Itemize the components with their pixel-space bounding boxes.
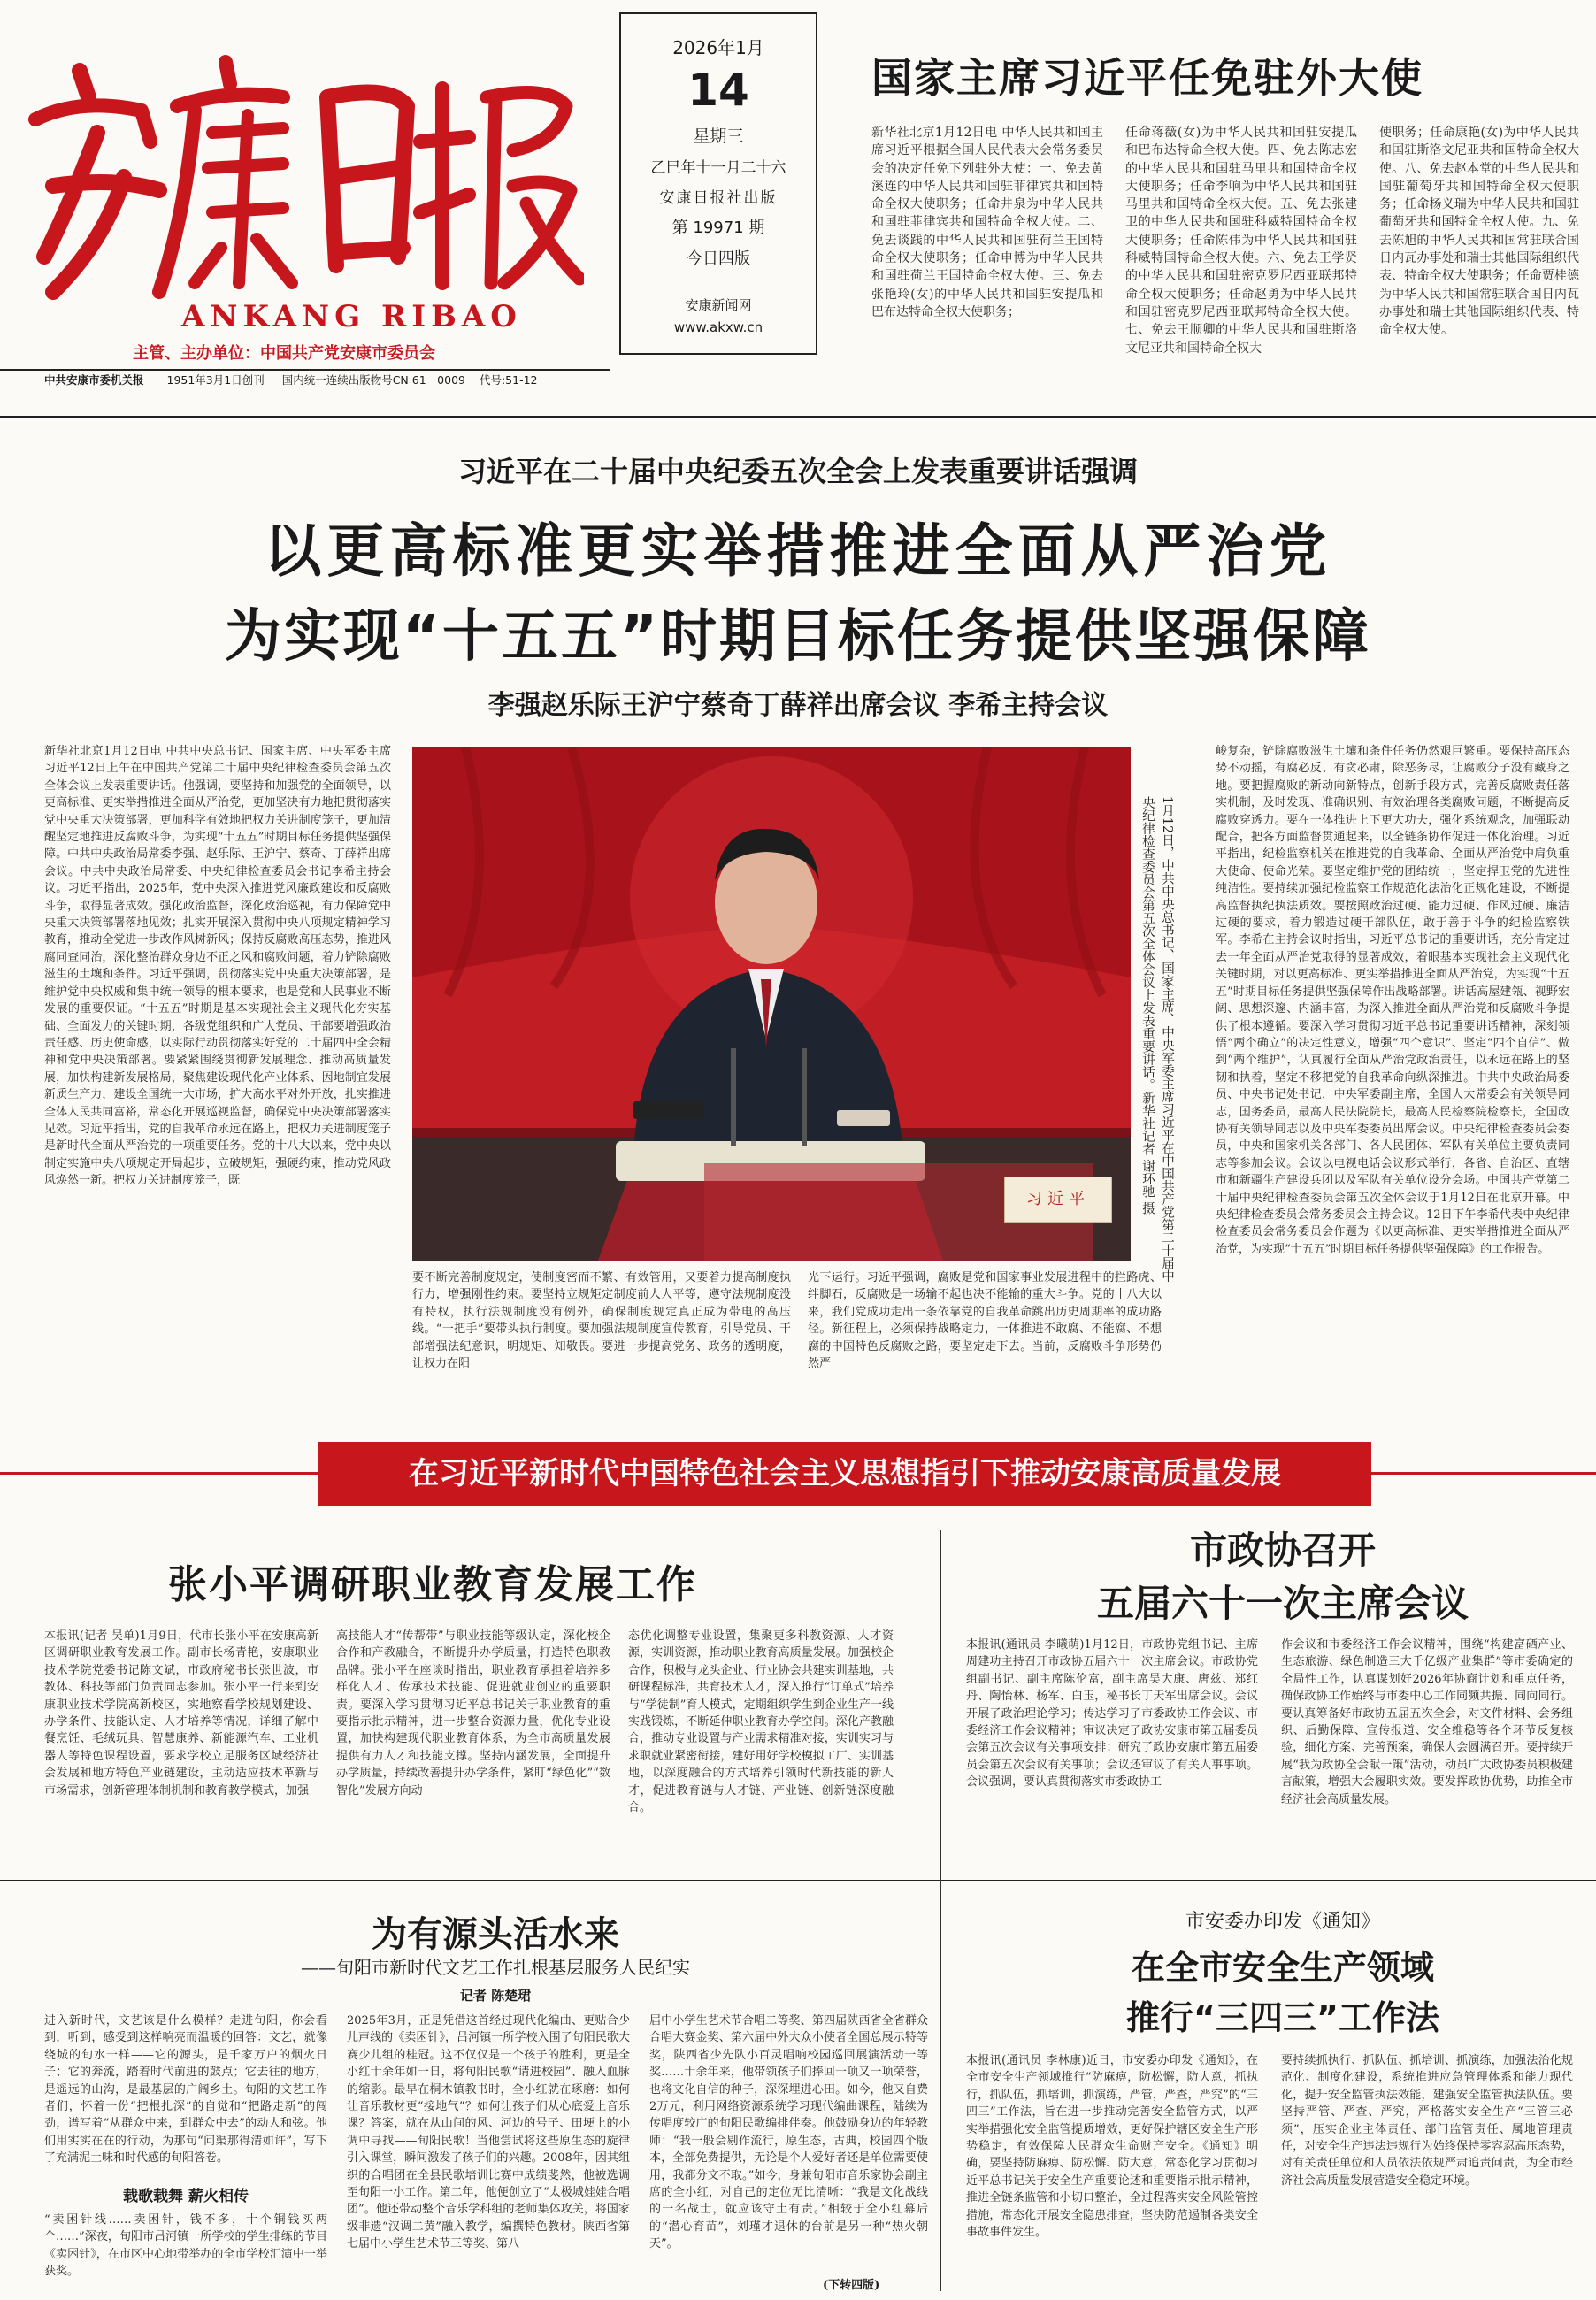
- yuantou-byline: 记者 陈楚珺: [459, 1988, 532, 2004]
- publication-strip: [0, 372, 619, 395]
- lead-kicker: 习近平在二十届中央纪委五次全会上发表重要讲话强调: [457, 455, 1138, 488]
- section-banner: 在习近平新时代中国特色社会主义思想指引下推动安康高质量发展: [318, 1442, 1371, 1506]
- photo-caption: 1月12日，中共中央总书记、国家主席、中央军委主席习近平在中国共产党第二十届中央纪律检查委员会第五次全体会议上发表重要讲话。新华社记者 谢环驰 摄: [1140, 796, 1174, 1283]
- cppcc-col-1: 本报讯(通讯员 李曦萌)1月12日，市政协党组书记、主席周建功主持召开市政协五届六十一次主席会议。市政协党组副书记、副主席陈伦富，副主席吴大康、唐兹、郑红丹、陶怡林、杨军、白玉，秘书长丁天军出席会议。会议开展了政治理论学习；传达学习了市委政协工作会议、市委经济工作会议精神；审议决定了政协安康市第五届委员会第五次会议有关事项安排；研究了政协安康市第五届委员会第五次会议有关事项；会议还审议了有关人事事项。会议强调，要认真贯彻落实市委政协工: [966, 1638, 1258, 1790]
- lead-headline-1: 以更高标准更实举措推进全面从严治党: [264, 518, 1332, 585]
- anwei-kicker: 市安委办印发《通知》: [1185, 1911, 1380, 1933]
- anwei-col-1: 本报讯(通讯员 李林康)近日，市安委办印发《通知》，在全市安全生产领域推行“防麻痹，防松懈，防大意，抓执行，抓队伍，抓培训，抓演练，严管，严查，严究”的“三四三”工作法，旨在进一步推动完善安全监管方式，以严实举措强化安全监管提质增效，更好保护辖区安全生产形势稳定，有效保障人民群众生命财产安全。《通知》明确，要坚持防麻痹、防松懈、防大意，常态化学习贯彻习近平总书记关于安全生产重要论述和重要指示批示精神，推进全链条监管和小切口整治，全过程落实安全风险管控措施，常态化开展安全隐患排查，坚决防范遏制各类安全事故事件发生。: [966, 2054, 1258, 2240]
- issue-number: 第 19971 期: [671, 218, 765, 237]
- yuantou-col-1: 进入新时代，文艺该是什么模样？走进旬阳，你会看到，听到，感受到这样响亮而温暖的回答：文艺，就像绕城的旬水一样——它的源头，是千家万户的烟火日子；它的奔流，踏着时代前进的鼓点；它去往的地方，是遥远的山沟，是最基层的广阔乡土。旬阳的文艺工作者们，怀着一份“把根扎深”的自觉和“把路走新”的闯劲，谱写着“从群众中来，到群众中去”的动人和弦。他们用实实在在的行动，为那句“问渠那得清如许”，写下了充满泥土味和时代感的旬阳答卷。: [44, 2014, 327, 2166]
- lead-headline-2: 为实现“十五五”时期目标任务提供坚强保障: [224, 604, 1372, 670]
- yuantou-continued: (下转四版): [823, 2279, 880, 2292]
- date-lunar: 乙巳年十一月二十六: [650, 159, 786, 177]
- cppcc-headline-2: 五届六十一次主席会议: [1096, 1582, 1469, 1625]
- masthead-sponsor: 主管、主办单位：中国共产党安康市委员会: [133, 344, 435, 363]
- lead-mid-column-1: 要不断完善制度规定，使制度密而不繁、有效管用，又要着力提高制度执行力，增强刚性约束。要坚持立规矩定制度前人人平等，遵守法规制度没有特权，执行法规制度没有例外，确保制度规定真正成为带电的高压线。“一把手”要带头执行制度。要加强法规制度宣传教育，引导党员、干部增强法纪意识，明规矩、知敬畏。要进一步提高党务、政务的透明度，让权力在阳: [412, 1271, 791, 1371]
- nameplate: 习近平: [1004, 1177, 1112, 1223]
- date-line: 2026年1月: [672, 37, 764, 58]
- masthead-calligraphy-logo: [18, 35, 584, 301]
- yuantou-col-2: 2025年3月，正是凭借这首经过现代化编曲、更贴合少儿声线的《卖困针》，吕河镇一所学校入围了旬阳民歌大赛少儿组的桂冠。这不仅仅是一个孩子的胜利，更是全小红十余年如一日，将旬阳民歌“请进校园”、融入血脉的缩影。最早在桐木镇教书时，全小红就在琢磨：如何让音乐教材更“接地气”？如何让孩子们从心底爱上音乐课？答案，就在从山间的风、河边的号子、田埂上的小调中寻找——旬阳民歌！当他尝试将这些原生态的旋律引入课堂，瞬间激发了孩子们的兴趣。2008年，因其组织的合唱团在全县民歌培训比赛中成绩斐然，他被选调至旬阳一小工作。第二年，他便创立了“太极城娃娃合唱团”。他还带动整个音乐学科组的老师集体攻关，将国家级非遗“汉调二黄”融入教学，编撰特色教材。陕西省第七届中小学生艺术节三等奖、第八: [347, 2014, 630, 2251]
- date-weekday: 星期三: [693, 126, 744, 146]
- yuantou-col-1b: “卖困针线……卖困针，钱不多，十个铜钱买两个……”深夜，旬阳市吕河镇一所学校的学生排练的节目《卖困针》，在市区中心地带举办的全市学校汇演中一举获奖。: [44, 2213, 327, 2279]
- top-story-headline: 国家主席习近平任免驻外大使: [871, 54, 1423, 102]
- anwei-headline-2: 推行“三四三”工作法: [1126, 1998, 1439, 2037]
- date-day: 14: [687, 65, 749, 116]
- lead-mid-column-2: 光下运行。习近平强调，腐败是党和国家事业发展进程中的拦路虎、绊脚石，反腐败是一场输不起也决不能输的重大斗争。党的十八大以来，我们党成功走出一条依靠党的自我革命跳出历史周期率的成功路径。新征程上，必须保持战略定力，一体推进不敢腐、不能腐、不想腐的中国特色反腐败之路，要坚定走下去。当前，反腐败斗争形势仍然严: [808, 1271, 1162, 1371]
- yuantou-col-3: 届中小学生艺术节合唱二等奖、第四届陕西省全省群众合唱大赛金奖、第六届中外大众小使者全国总展示特等奖，陕西省少先队小百灵唱响校园巡回展演活动一等奖……十余年来，他带领孩子们捧回一项又一项荣誉，也将文化自信的种子，深深埋进心田。如今，他又自费2万元，利用网络资源系统学习现代编曲课程，陆续为传唱度较广的旬阳民歌编排伴奏。他鼓励身边的年轻教师：“我一般会剔作流行，原生态，古典，校园四个版本，全部免费提供，无论是个人爱好者还是单位需要使用，我都分文不取。”如今，身兼旬阳市音乐家协会副主席的全小红，对自己的定位无比清晰：“我是文化战线的一名战士，就应该守土有责。”相较于全小红幕后的“潜心育苗”，刘瑾才退休的台前是另一种“热火朝天”。: [649, 2014, 928, 2251]
- publisher: 安康日报社出版: [659, 189, 778, 207]
- zhang-story-col-1: 本报讯(记者 吴单)1月9日，代市长张小平在安康高新区调研职业教育发展工作。副市长杨青艳，安康职业技术学院党委书记陈文斌，市政府秘书长张世波，市教体、科技等部门负责同志参加。张小平一行来到安康职业技术学院高新校区，实地察看学校规划建设、办学条件、技能认定、人才培养等情况，详细了解中餐烹饪、毛绒玩具、智慧康养、新能源汽车、工业机器人等特色课程设置，要求学校立足服务区域经济社会发展和地方特色产业链建设，主动适应技术革新与市场需求，创新管理体制机制和教育教学模式，加强: [44, 1629, 318, 1798]
- web-url[interactable]: www.akxw.cn: [673, 319, 763, 335]
- anwei-headline-1: 在全市安全生产领域: [1131, 1948, 1434, 1987]
- strip-org: 中共安康市委机关报: [44, 373, 144, 387]
- lead-right-column: 峻复杂，铲除腐败滋生土壤和条件任务仍然艰巨繁重。要保持高压态势不动摇，有腐必反、有贪必肃，除恶务尽，让腐败分子没有藏身之地。要把握腐败的新动向新特点，创新手段方式，完善反腐败责任落实机制，及时发现、准确识别、有效治理各类腐败问题，不断提高反腐败穿透力。要在一体推进上下更大功夫，强化系统观念，加强联动配合，把各方面监督贯通起来，以全链条协作促进一体化治理。习近平指出，纪检监察机关在推进党的自我革命、全面从严治党中肩负重大使命、使命光荣。要坚定维护党的团结统一，坚定捍卫党的先进性纯洁性。要持续加强纪检监察工作规范化法治化正规化建设，不断提高监督执纪执法质效。要按照政治过硬、能力过硬、作风过硬、廉洁过硬的要求，着力锻造过硬干部队伍，敢于善于斗争的纪检监察铁军。李希在主持会议时指出，习近平总书记的重要讲话，充分肯定过去一年全面从严治党取得的显著成效，着眼基本实现社会主义现代化关键时期，对以更高标准、更实举措推进全面从严治党，为实现“十五五”时期目标任务提供坚强保障作出战略部署。讲话高屋建瓴、视野宏阔、思想深邃、内涵丰富，为深入推进全面从严治党和反腐败斗争提供了根本遵循。要深入学习贯彻习近平总书记重要讲话精神，深刻领悟“两个确立”的决定性意义，增强“四个意识”、坚定“四个自信”、做到“两个维护”，认真履行全面从严治党政治责任，以永远在路上的坚韧和执着，坚定不移把党的自我革命向纵深推进。中共中央政治局委员、中央书记处书记，中央军委副主席，全国人大常委会有关领导同志，国务委员，最高人民法院院长，最高人民检察院检察长，全国政协有关领导同志以及中央军委委员出席会议。中央纪律检查委员会委员，中央和国家机关各部门、各人民团体、军队有关单位主要负责同志等参加会议。会议以电视电话会议形式举行，各省、自治区、直辖市和新疆生产建设兵团以及军队有关单位设分会场。中国共产党第二十届中央纪律检查委员会第五次全体会议于1月12日在北京开幕。中央纪律检查委员会常务委员会主持会议。12日下午李希代表中央纪律检查委员会常务委员会作题为《以更高标准、更实举措推进全面从严治党，为实现“十五五”时期目标任务提供坚强保障》的工作报告。: [1216, 745, 1569, 1256]
- top-story-col-1: 新华社北京1月12日电 中华人民共和国主席习近平根据全国人民代表大会常务委员会的决定任免下列驻外大使：一、免去黄溪连的中华人民共和国驻菲律宾共和国特命全权大使职务；任命井泉为中华人民共和国驻菲律宾共和国特命全权大使。二、免去谈践的中华人民共和国驻荷兰王国特命全权大使职务；任命申博为中华人民共和国驻荷兰王国特命全权大使。三、免去张艳玲(女)的中华人民共和国驻安提瓜和巴布达特命全权大使职务；: [871, 126, 1103, 319]
- yuantou-subtitle: ——旬阳市新时代文艺工作扎根基层服务人民纪实: [301, 1957, 690, 1978]
- strip-founded: 1951年3月1日创刊: [166, 373, 265, 387]
- cppcc-headline-1: 市政协召开: [1189, 1529, 1376, 1572]
- top-story-col-2: 任命蒋薇(女)为中华人民共和国驻安提瓜和巴布达特命全权大使。四、免去陈志宏的中华人民共和国驻马里共和国特命全权大使职务；任命李响为中华人民共和国驻马里共和国特命全权大使。五、免去张建卫的中华人民共和国驻科威特国特命全权大使职务；任命陈伟为中华人民共和国驻科威特国特命全权大使。六、免去王学贤的中华人民共和国驻密克罗尼西亚联邦特命全权大使职务；任命赵勇为中华人民共和国驻密克罗尼西亚联邦特命全权大使。七、免去王顺卿的中华人民共和国驻斯洛文尼亚共和国特命全权大: [1125, 126, 1357, 356]
- strip-code: 代号:51-12: [479, 373, 538, 387]
- top-story-col-3: 使职务；任命康艳(女)为中华人民共和国驻斯洛文尼亚共和国特命全权大使。八、免去赵本堂的中华人民共和国驻葡萄牙共和国特命全权大使职务；任命杨义瑞为中华人民共和国驻葡萄牙共和国特命全权大使。九、免去陈旭的中华人民共和国常驻联合国日内瓦办事处和瑞士其他国际组织代表、特命全权大使职务；任命贾桂德为中华人民共和国常驻联合国日内瓦办事处和瑞士其他国际组织代表、特命全权大使。: [1379, 126, 1579, 338]
- zhang-story-col-3: 态优化调整专业设置，集聚更多科教资源、人才资源，实训资源，推动职业教育高质量发展。加强校企合作，积极与龙头企业、行业协会共建实训基地，共研课程标准，共育技术人才，深入推行“订单式”培养与“学徒制”育人模式，定期组织学生到企业生产一线实践锻炼，不断延伸职业教育办学空间。深化产教融合，推动专业设置与产业需求精准对接，实训实习与求职就业紧密衔接，建好用好学校模拟工厂、实训基地，以深度融合的方式培养引领时代新技能的新人才，促进教育链与人才链、产业链、创新链深度融合。: [628, 1629, 894, 1815]
- strip-cn: 国内统一连续出版物号CN 61－0009: [281, 373, 465, 387]
- date-block: [619, 12, 817, 355]
- cppcc-col-2: 作会议和市委经济工作会议精神，围绕“构建富硒产业、生态旅游、绿色制造三大千亿级产业集群”等市委确定的全局性工作，认真谋划好2026年协商计划和重点任务，确保政协工作始终与市委中心工作同频共振、同向同行。要认真筹备好市政协五届五次全会，对文件材料、会务组织、后勤保障、宣传报道、安全维稳等各个环节反复核验，细化方案、完善预案，确保大会圆满召开。要持续开展“我为政协全会献一策”活动，动员广大政协委员积极建言献策，增强大会履职实效。要发挥政协优势，助推全市经济社会高质量发展。: [1281, 1638, 1573, 1806]
- web-label: 安康新闻网: [685, 297, 752, 313]
- yuantou-headline: 为有源头活水来: [372, 1914, 619, 1955]
- lead-left-column: 新华社北京1月12日电 中共中央总书记、国家主席、中央军委主席习近平12日上午在中国共产党第二十届中央纪律检查委员会第五次全体会议上发表重要讲话。他强调，要坚持和加强党的全面领导，以更高标准、更实举措推进全面从严治党，更加坚决有力地把贯彻落实党中央重大决策部署，更加科学有效地把权力关进制度笼子，更加清醒坚定地推进反腐败斗争，为实现“十五五”时期目标任务提供坚强保障。中共中央政治局常委李强、赵乐际、王沪宁、蔡奇、丁薛祥出席会议。中共中央政治局常委、中央纪律检查委员会书记李希主持会议。习近平指出，2025年，党中央深入推进党风廉政建设和反腐败斗争，取得显著成效。强化政治监督，深化政治巡视，有力保障党中央重大决策部署落地见效；扎实开展深入贯彻中央八项规定精神学习教育，推动全党进一步改作风树新风；保持反腐败高压态势，推进风腐同查同治，深化整治群众身边不正之风和腐败问题，着力铲除腐败滋生的土壤和条件。习近平强调，贯彻落实党中央重大决策部署，是维护党中央权威和集中统一领导的根本要求，也是党和人民事业不断发展的重要保证。“十五五”时期是基本实现社会主义现代化夯实基础、全面发力的关键时期，各级党组织和广大党员、干部要增强政治责任感、历史使命感，以实际行动贯彻落实好党的二十届四中全会精神和党中央决策部署。要紧紧围绕贯彻新发展理念、推动高质量发展，加快构建新发展格局，聚焦建设现代化产业体系、因地制宜发展新质生产力，建设全国统一大市场，扩大高水平对外开放，扎实推进全体人民共同富裕，常态化开展巡视监督，确保党中央决策部署落实见效。习近平指出，党的自我革命永远在路上，把权力关进制度笼子是新时代全面从严治党的一项重要任务。党的十八大以来，党中央以制定实施中央八项规定开局起步，立破规矩，强硬约束，推动党风政风焕然一新。把权力关进制度笼子，既: [44, 745, 391, 1188]
- page-count: 今日四版: [687, 249, 750, 268]
- anwei-col-2: 要持续抓执行、抓队伍、抓培训、抓演练，加强法治化规范化、制度化建设，系统推进应急管理体系和能力现代化，提升安全监管执法效能，建强安全监管执法队伍。要坚持严管、严查、严究，严格落实安全生产“三管三必须”，压实企业主体责任、部门监管责任、属地管理责任，对安全生产违法违规行为始终保持零容忍高压态势，对有关责任单位和人员依法依规严肃追责问责，为全市经济社会高质量发展营造安全稳定环境。: [1281, 2054, 1573, 2188]
- yuantou-subhead: 载歌载舞 薪火相传: [123, 2188, 249, 2205]
- lead-subhead: 李强赵乐际王沪宁蔡奇丁薛祥出席会议 李希主持会议: [487, 690, 1109, 721]
- masthead-pinyin: ANKANG RIBAO: [181, 299, 522, 334]
- zhang-story-col-2: 高技能人才“传帮带”与职业技能等级认定，深化校企合作和产教融合，不断提升办学质量，打造特色职教品牌。张小平在座谈时指出，职业教育承担着培养多样化人才、传承技术技能、促进就业创业的重要职责。要深入学习贯彻习近平总书记关于职业教育的重要指示批示精神，进一步整合资源力量，优化专业设置，加快构建现代职业教育体系，为全市高质量发展提供有力人才和技能支撑。坚持内涵发展，全面提升办学质量，持续改善提升办学条件，紧盯“绿色化”“数智化”发展方向动: [336, 1629, 610, 1798]
- zhang-story-headline: 张小平调研职业教育发展工作: [168, 1562, 697, 1607]
